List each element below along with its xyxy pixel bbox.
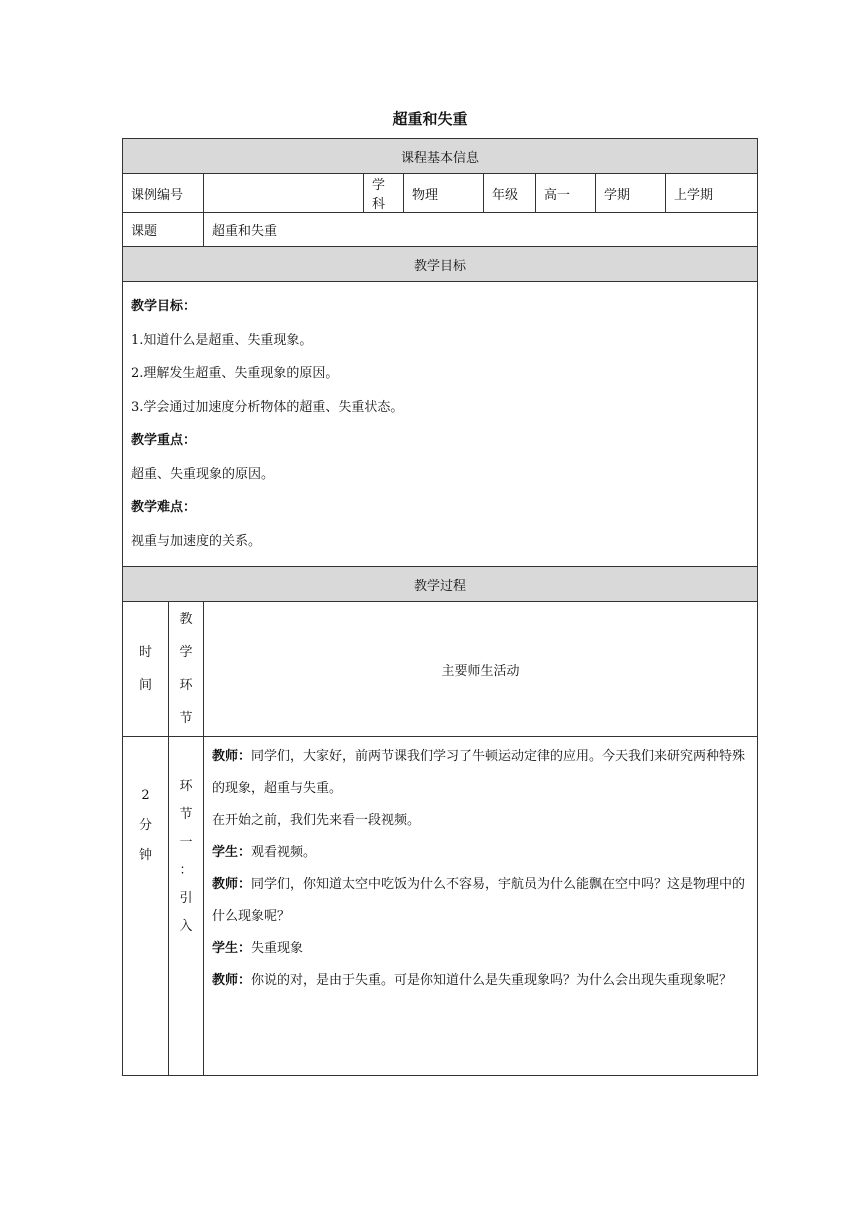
- grade-value: 高一: [536, 174, 596, 213]
- grade-label: 年级: [484, 174, 536, 213]
- goal-item: 2.理解发生超重、失重现象的原因。: [131, 366, 339, 381]
- col-time-header: 时 间: [123, 602, 169, 737]
- case-no-value: [204, 174, 364, 213]
- section-process: 教学过程: [123, 567, 758, 602]
- term-value: 上学期: [666, 174, 758, 213]
- topic-value: 超重和失重: [204, 213, 758, 247]
- goal-title: 教学目标：: [131, 299, 197, 314]
- section-objectives: 教学目标: [123, 247, 758, 282]
- dialog-line: 教师：同学们，大家好，前两节课我们学习了牛顿运动定律的应用。今天我们来研究两种特殊的现象，超重与失重。: [212, 749, 746, 796]
- lesson-plan-table: [122, 138, 758, 1076]
- subject-label: 学科: [364, 174, 404, 213]
- col-step-header: 教 学 环 节: [169, 602, 204, 737]
- time-cell: 2 分 钟: [123, 737, 169, 1076]
- step-cell: 环 节 一 ： 引 入: [169, 737, 204, 1076]
- difficulty-title: 教学难点：: [131, 500, 197, 515]
- dialog-line: 学生：观看视频。: [212, 845, 317, 860]
- dialog-line: 在开始之前，我们先来看一段视频。: [212, 813, 421, 828]
- case-no-label: 课例编号: [123, 174, 204, 213]
- dialog-line: 教师：你说的对，是由于失重。可是你知道什么是失重现象吗？为什么会出现失重现象呢？: [212, 973, 733, 988]
- dialog-line: 学生：失重现象: [212, 941, 304, 956]
- subject-value: 物理: [404, 174, 484, 213]
- activity-cell: [204, 737, 758, 1076]
- document-title: 超重和失重: [392, 110, 468, 128]
- term-label: 学期: [596, 174, 666, 213]
- goal-item: 1.知道什么是超重、失重现象。: [131, 332, 313, 348]
- key-point-title: 教学重点：: [131, 433, 197, 448]
- col-activity-header: 主要师生活动: [204, 602, 758, 737]
- objectives-content: [123, 282, 758, 567]
- goal-item: 3.学会通过加速度分析物体的超重、失重状态。: [131, 399, 404, 415]
- key-point-text: 超重、失重现象的原因。: [131, 466, 275, 482]
- section-course-info: 课程基本信息: [123, 139, 758, 174]
- topic-label: 课题: [123, 213, 204, 247]
- difficulty-text: 视重与加速度的关系。: [131, 533, 262, 549]
- dialog-line: 教师：同学们，你知道太空中吃饭为什么不容易，宇航员为什么能飘在空中吗？这是物理中的什么现象呢？: [212, 877, 746, 924]
